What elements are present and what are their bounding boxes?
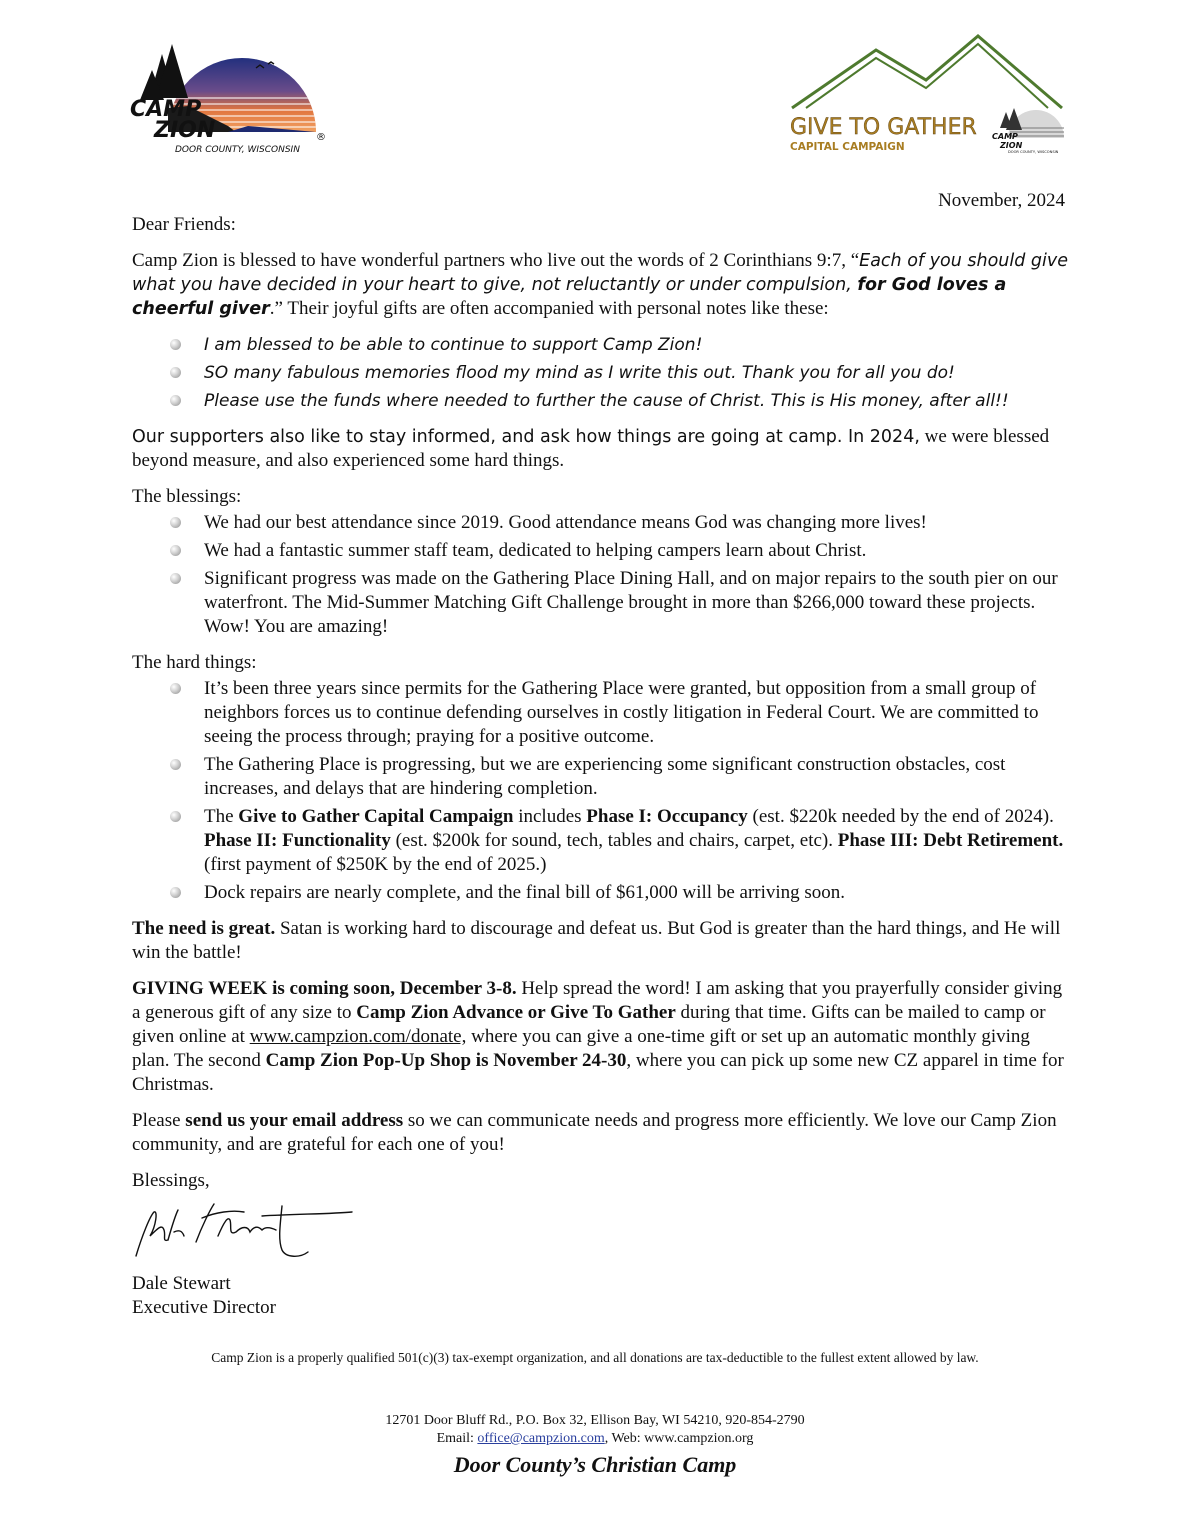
text-segment: where you can give a one-time gift or set up an automatic monthly giving plan. The second: [132, 1026, 1030, 1071]
fund-names-bold: Camp Zion Advance or Give To Gather: [356, 1002, 676, 1023]
bullet-icon: [170, 573, 181, 584]
scripture-quote: Each of you should give what you have decided in your heart to give, not reluctantly or under compulsion,: [132, 251, 1068, 295]
list-item: [204, 567, 1072, 639]
registered-mark: ®: [316, 132, 326, 143]
list-item: [204, 881, 1072, 905]
bullet-icon: [170, 811, 181, 822]
bullet-icon: [170, 759, 181, 770]
give-to-gather-logo: [786, 32, 1072, 160]
supporter-note: I am blessed to be able to continue to support Camp Zion!: [204, 335, 703, 355]
logo-camp-text: CAMP: [130, 97, 202, 122]
text-segment: , where you can pick up some new CZ apparel in time for Christmas.: [132, 1050, 1064, 1095]
intro-text-2: .” Their joyful gifts are often accompanied with personal notes like these:: [269, 298, 829, 319]
need-bold: The need is great.: [132, 918, 276, 939]
web-text: , Web: www.campzion.org: [604, 1431, 754, 1446]
bullet-icon: [170, 545, 181, 556]
signer-name: Dale Stewart: [132, 1273, 231, 1294]
signer-title: Executive Director: [132, 1297, 277, 1318]
footer-tagline: Door County’s Christian Camp: [453, 1452, 737, 1477]
informed-text-1: Our supporters also like to stay informed, and ask how things are going at camp. In 2024,: [132, 427, 920, 447]
pop-up-shop-bold: Camp Zion Pop-Up Shop is November 24-30: [265, 1050, 627, 1071]
phase-2-label: Phase II: Functionality: [204, 830, 391, 851]
blessing-text: We had our best attendance since 2019. Good attendance means God was changing more lives!: [204, 512, 927, 533]
closing: Blessings,: [132, 1170, 210, 1191]
greeting: Dear Friends:: [132, 214, 236, 235]
blessing-text: Significant progress was made on the Gathering Place Dining Hall, and on major repairs to the south pier on our waterfront. The Mid-Summer Matching Gift Challenge brought in more than $266,000 toward these projects. Wow! You are amazing!: [204, 568, 1058, 637]
scripture-quote-bold: for God loves a cheerful giver: [132, 275, 1007, 319]
footer-email-web: [0, 1430, 1190, 1448]
supporter-notes-list: [132, 333, 1072, 413]
list-item: [204, 753, 1072, 801]
hard-thing-text: It’s been three years since permits for the Gathering Place were granted, but opposition from a small group of neighbors forces us to continue defending ourselves in costly litigation in Federal Court. We are committed to seeing the process through; praying for a positive outcome.: [204, 678, 1039, 747]
list-item: [204, 361, 1072, 385]
footer-address: 12701 Door Bluff Rd., P.O. Box 32, Ellison Bay, WI 54210, 920-854-2790: [385, 1413, 805, 1428]
donate-link[interactable]: www.campzion.com/donate,: [249, 1026, 467, 1047]
list-item: [204, 333, 1072, 357]
logo-zion-text: ZION: [154, 118, 216, 143]
logo-subtitle: DOOR COUNTY, WISCONSIN: [175, 145, 300, 155]
text-segment: Help spread the word! I am asking that you prayerfully consider giving a generous gift of any size to: [132, 978, 1063, 1023]
supporter-note: Please use the funds where needed to further the cause of Christ. This is His money, after all!!: [204, 391, 1009, 411]
mini-camp-text: CAMP: [992, 132, 1018, 141]
give-to-gather-title: GIVE TO GATHER: [790, 115, 977, 140]
list-item: [204, 511, 1072, 535]
hard-thing-text: Dock repairs are nearly complete, and the final bill of $61,000 will be arriving soon.: [204, 882, 846, 903]
hard-thing-text: [204, 806, 1063, 875]
email-request-paragraph: [132, 1109, 1072, 1157]
text-segment: so we can communicate needs and progress more efficiently. We love our Camp Zion community, and are grateful for each one of you!: [132, 1110, 1057, 1155]
list-item: [204, 539, 1072, 563]
text-segment: (est. $220k needed by the end of 2024).: [747, 806, 1054, 827]
bullet-icon: [170, 683, 181, 694]
list-item: [204, 805, 1072, 877]
blessings-heading: The blessings:: [132, 486, 242, 507]
text-segment: (est. $200k for sound, tech, tables and chairs, carpet, etc).: [390, 830, 838, 851]
hard-things-heading: The hard things:: [132, 652, 257, 673]
bullet-icon: [170, 339, 181, 350]
intro-paragraph: [132, 249, 1072, 321]
hard-thing-text: The Gathering Place is progressing, but we are experiencing some significant construction obstacles, cost increases, and delays that are hindering completion.: [204, 754, 1006, 799]
text-segment: Please: [132, 1110, 186, 1131]
text-segment: The: [204, 806, 239, 827]
mini-zion-text: ZION: [1000, 141, 1023, 150]
bullet-icon: [170, 367, 181, 378]
giving-week-paragraph: [132, 977, 1072, 1097]
email-link[interactable]: office@campzion.com: [477, 1431, 605, 1446]
blessing-text: We had a fantastic summer staff team, dedicated to helping campers learn about Christ.: [204, 540, 867, 561]
letter-body: [132, 213, 1072, 1193]
footer-contact: [0, 1412, 1190, 1448]
email-label: Email:: [436, 1431, 478, 1446]
informed-text-2: we were blessed beyond measure, and also experienced some hard things.: [132, 426, 1050, 471]
text-segment: includes: [513, 806, 587, 827]
give-to-gather-logo-graphic: [786, 32, 1072, 160]
letter-date: November, 2024: [938, 190, 1065, 211]
tax-exempt-note: Camp Zion is a properly qualified 501(c)(3) tax-exempt organization, and all donations are tax-deductible to the fullest extent allowed by law.: [211, 1350, 979, 1365]
hard-things-list: [132, 677, 1072, 905]
bullet-icon: [170, 887, 181, 898]
bullet-icon: [170, 517, 181, 528]
informed-paragraph: [132, 425, 1072, 473]
signer-block: [132, 1272, 276, 1320]
blessings-list: [132, 511, 1072, 639]
need-text: Satan is working hard to discourage and defeat us. But God is greater than the hard things, and He will win the battle!: [132, 918, 1061, 963]
camp-zion-logo: [128, 36, 333, 156]
signature: [132, 1196, 354, 1266]
need-paragraph: [132, 917, 1072, 965]
text-segment: during that time. Gifts can be mailed to camp or given online at: [132, 1002, 1046, 1047]
email-request-bold: send us your email address: [185, 1110, 404, 1131]
phase-3-label: Phase III: Debt Retirement.: [837, 830, 1064, 851]
supporter-note: SO many fabulous memories flood my mind as I write this out. Thank you for all you do!: [204, 363, 955, 383]
signature-graphic: [132, 1196, 354, 1266]
phase-1-label: Phase I: Occupancy: [586, 806, 748, 827]
mini-subtitle: DOOR COUNTY, WISCONSIN: [1008, 150, 1059, 154]
camp-zion-logo-graphic: [128, 36, 333, 156]
list-item: [204, 677, 1072, 749]
intro-text-1: Camp Zion is blessed to have wonderful partners who live out the words of 2 Corinthians 9:7, “: [132, 250, 860, 271]
text-segment: (first payment of $250K by the end of 2025.): [204, 854, 547, 875]
bullet-icon: [170, 395, 181, 406]
giving-week-bold: GIVING WEEK is coming soon, December 3-8.: [132, 978, 517, 999]
capital-campaign-subtitle: CAPITAL CAMPAIGN: [790, 141, 905, 153]
list-item: [204, 389, 1072, 413]
campaign-name: Give to Gather Capital Campaign: [238, 806, 514, 827]
